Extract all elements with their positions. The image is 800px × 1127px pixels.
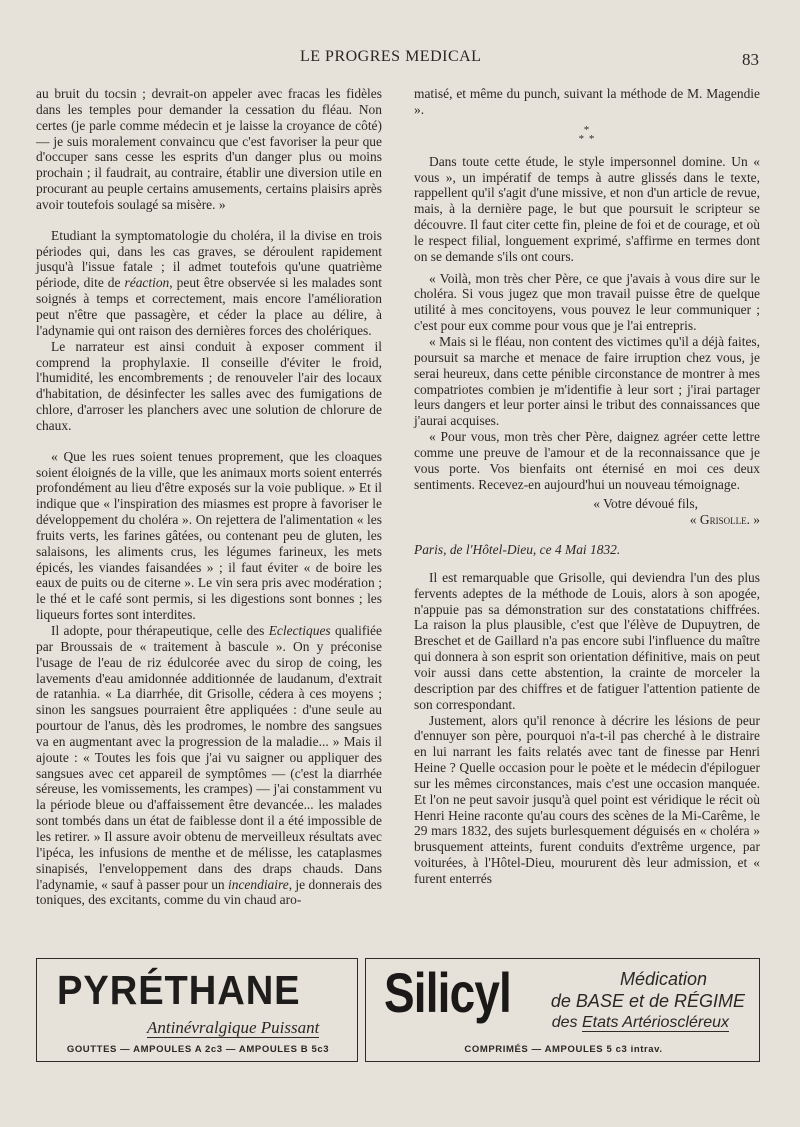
paragraph: Le narrateur est ainsi conduit à exposer comment il comprend la prophylaxie. Il conseille d'éviter le froid, l'humidité, les encombrements ; de renouveler l'air des locaux d'habitation, de désinfecter les salles avec des fumigations de chlore, d'arroser les planchers avec une solution de chlorure de chaux.: [36, 338, 382, 433]
ad-line: Médication: [619, 969, 707, 989]
advertisements: [36, 958, 760, 1063]
paragraph: « Que les rues soient tenues proprement, que les cloaques soient éloignés de la ville, que les animaux morts soient enterrés profondément au lieu d'être exposés sur la voie publique. » Et il indique que « l'inspiration des miasmes est propre à favoriser le développement du choléra ». On rejettera de l'alimentation « les fruits verts, les farines gâtées, ou contenant peu de gluten, les salaisons, les aliments crus, les légumes farineux, les mets épicés, les viandes faisandées » ; il faut éviter « de boire les eaux de puits ou de citerne ». Le vin sera pris avec modération ; le thé et le café sont permis, si les digestions sont bonnes ; les liqueurs fortes sont interdites.: [36, 448, 382, 623]
paragraph: Il adopte, pour thérapeutique, celle des Eclectiques qualifiée par Broussais de « traitement à bascule ». On y préconise l'usage de l'eau de riz édulcorée avec du sirop de coing, les lavements d'eau amidonnée additionnée de laudanum, d'extrait de ratanhia. « La diarrhée, dit Grisolle, cédera à ces moyens ; sinon les sangsues pourraient être appliquées : d'une seule au pourtour de l'anus, dès les prodromes, le nombre des sangsues va en augmentant avec la progression de la maladie... » Mais il ajoute : « Toutes les fois que j'ai vu saigner ou appliquer des sangsues avec cet appareil de symptômes — (c'est la diarrhée séreuse, les vomissements, les crampes) — j'ai constamment vu la période bleue ou d'affaissement être devancée... les malades sont tombés dans un état de faiblesse dont il a été impossible de les retirer. » Il assure avoir obtenu de merveilleux résultats avec l'ipéca, les infusions de menthe et de mélisse, les cataplasmes sinapisés, l'enveloppement dans des draps chauds. Dans l'adynamie, « sauf à passer pour un incendiaire, je donnerais des toniques, des excitants, comme du vin chaud aro-: [36, 623, 382, 908]
letter-paragraph: « Voilà, mon très cher Père, ce que j'avais à vous dire sur le choléra. Si vous jugez que mon travail puisse être de quelque utilité à mes concitoyens, vous pouvez le leur communiquer ; c'est pour eux comme pour vous que je l'ai entrepris.: [414, 270, 760, 334]
signature-name: « Grisolle. »: [689, 512, 760, 528]
paragraph: au bruit du tocsin ; devrait-on appeler avec fracas les fidèles dans les temples pour demander la cessation du fléau. Non certes (je parle comme médecin et je laisse la croyance de côté) — je suis moralement convaincu que c'est favoriser la peur que d'occuper sans cesse les esprits d'un danger plus ou moins prochain ; il faudrait, au contraire, établir une diversion utile en procurant au peuple certains amusements, certains plaisirs après avoir toutefois soulagé sa misère. »: [36, 86, 382, 212]
ad-line: des Etats Artérioscléreux: [551, 1014, 729, 1031]
page-number: 83: [742, 50, 759, 69]
ad-dosage-line: COMPRIMÉS — AMPOULES 5 c3 intrav.: [464, 1044, 663, 1055]
letter-paragraph: « Mais si le fléau, non content des victimes qu'il a déjà faites, poursuit sa marche et menace de faire irruption chez vous, je serai heureux, dans cette pénible circonstance de montrer à mes compatriotes combien je m'identifie à leur sort ; j'irai partager leurs dangers et leur porter ainsi le tribut des connaissances que j'aurai acquises.: [414, 333, 760, 429]
ad-brand-silicyl: Silicyl: [384, 961, 511, 1024]
asterism-divider: * * *: [578, 123, 596, 145]
ad-dosage-line: GOUTTES — AMPOULES A 2c3 — AMPOULES B 5c3: [66, 1044, 330, 1055]
ad-brand-pyrethane: PYRÉTHANE: [57, 967, 301, 1013]
paragraph: matisé, et même du punch, suivant la méthode de M. Magendie ».: [414, 86, 760, 117]
ad-line: de BASE et de RÉGIME: [550, 991, 745, 1011]
ad-tagline: Antinévralgique Puissant: [147, 1018, 320, 1037]
ad-pyrethane: [36, 958, 358, 1062]
signature-salutation: « Votre dévoué fils,: [593, 496, 698, 512]
paragraph: Justement, alors qu'il renonce à décrire les lésions de peur d'ennuyer son père, pourquoi n'a-t-il pas cherché à le distraire en lui narrant les faits relatés avec tant de finesse par Henri Heine ? Quelle occasion pour le poète et le médecin d'épiloguer sur les mêmes circonstances, mais c'est une occasion manquée. Et l'on ne peut savoir jusqu'à quel point est véridique le récit où Henri Heine raconte qu'au cours des scènes de la Mi-Carême, le 29 mars 1832, des sujets burlesquement déguisés en « choléra » brusquement atteints, furent conduits d'extrême urgence, par voiturées, à l'Hôtel-Dieu, moururent dès leur admission, et « furent enterrés: [414, 712, 760, 886]
right-column: [414, 86, 760, 887]
dateline: Paris, de l'Hôtel-Dieu, ce 4 Mai 1832.: [414, 542, 621, 558]
paragraph: Etudiant la symptomatologie du choléra, il la divise en trois périodes qui, dans les cas graves, se déroulent rapidement jusqu'à l'issue fatale ; il admet toutefois qu'une quatrième période, dite de réaction, peut être observée si les malades sont soignés à temps et correctement, mais encore l'amélioration peut n'être que passagère, et céder la place au délire, à l'adynamie qui ont raison des dernières forces des cholériques.: [36, 227, 382, 338]
letter-paragraph: « Pour vous, mon très cher Père, daignez agréer cette lettre comme une preuve de l'amour et de la reconnaissance que je vous porte. Vos bienfaits ont éternisé en moi ces deux sentiments. Recevez-en aujourd'hui un nouveau témoignage.: [414, 429, 760, 492]
left-column: [36, 86, 382, 908]
journal-title: LE PROGRES MEDICAL: [300, 48, 482, 65]
ad-silicyl: [365, 958, 760, 1062]
paragraph: Dans toute cette étude, le style impersonnel domine. Un « vous », un impératif de temps à autre glissés dans le texte, rappellent qu'il s'agit d'une missive, et non d'un article de revue, mais, à la dernière page, le but que poursuit le scripteur se découvre. Il faut citer cette fin, pleine de foi et de courage, et où le respect filial, longuement exprimé, s'affirme en termes dont on se demande s'ils ont cours.: [414, 153, 760, 264]
paragraph: Il est remarquable que Grisolle, qui deviendra l'un des plus fervents adeptes de la méthode de Louis, alors à son apogée, n'appuie pas sa démonstration sur des constatations chiffrées. La raison la plus plausible, c'est que l'élève de Dupuytren, de Breschet et de Gaillard n'a pas encore subi l'influence du maître qui donnera à son esprit son orientation définitive, mais on peut voir aussi dans cette abstention, la crainte de morceler la description par des chiffres et de fatiguer l'attention patiente de son correspondant.: [414, 569, 760, 712]
running-head: [0, 48, 800, 70]
